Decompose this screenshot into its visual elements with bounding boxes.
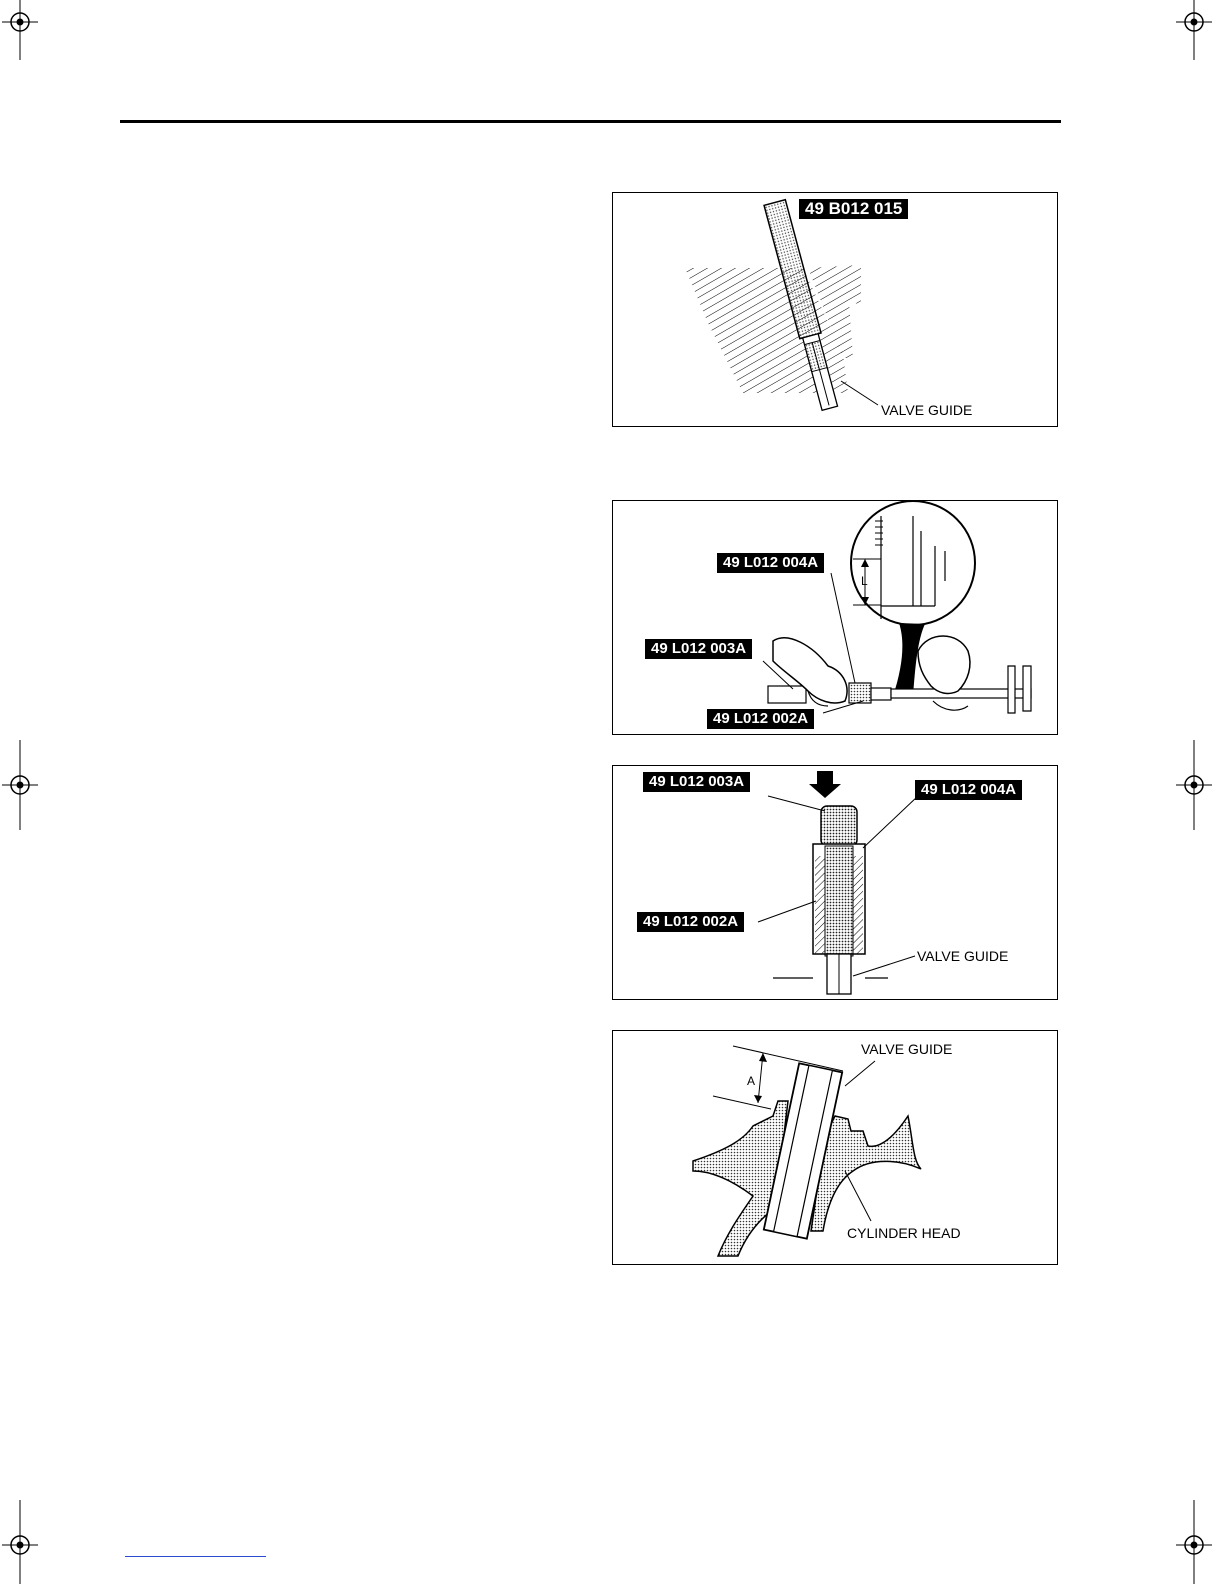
part-label: VALVE GUIDE — [917, 948, 1009, 964]
registration-mark-icon — [0, 1500, 40, 1584]
registration-mark-icon — [0, 740, 40, 830]
tool-label: 49 L012 004A — [717, 553, 824, 573]
registration-mark-icon — [1174, 1500, 1214, 1584]
tool-label: 49 L012 002A — [707, 709, 814, 729]
registration-mark-icon — [1174, 740, 1214, 830]
figure-valve-guide-installation — [612, 765, 1058, 1000]
tool-label: 49 B012 015 — [799, 199, 908, 219]
part-label: CYLINDER HEAD — [847, 1225, 961, 1241]
registration-mark-icon — [1174, 0, 1214, 70]
part-label: VALVE GUIDE — [861, 1041, 953, 1057]
figure-valve-guide-removal — [612, 192, 1058, 427]
dimension-label: L — [861, 574, 868, 588]
tool-label: 49 L012 003A — [643, 772, 750, 792]
tool-label: 49 L012 003A — [645, 639, 752, 659]
dimension-label: A — [747, 1074, 756, 1088]
part-label: VALVE GUIDE — [881, 402, 973, 418]
registration-mark-icon — [0, 0, 40, 70]
footer-link-underline[interactable] — [125, 1556, 266, 1557]
tool-label: 49 L012 002A — [637, 912, 744, 932]
figure-valve-guide-protrusion — [612, 1030, 1058, 1265]
header-rule — [120, 120, 1061, 123]
tool-label: 49 L012 004A — [915, 780, 1022, 800]
figure-tool-assembly-adjust — [612, 500, 1058, 735]
